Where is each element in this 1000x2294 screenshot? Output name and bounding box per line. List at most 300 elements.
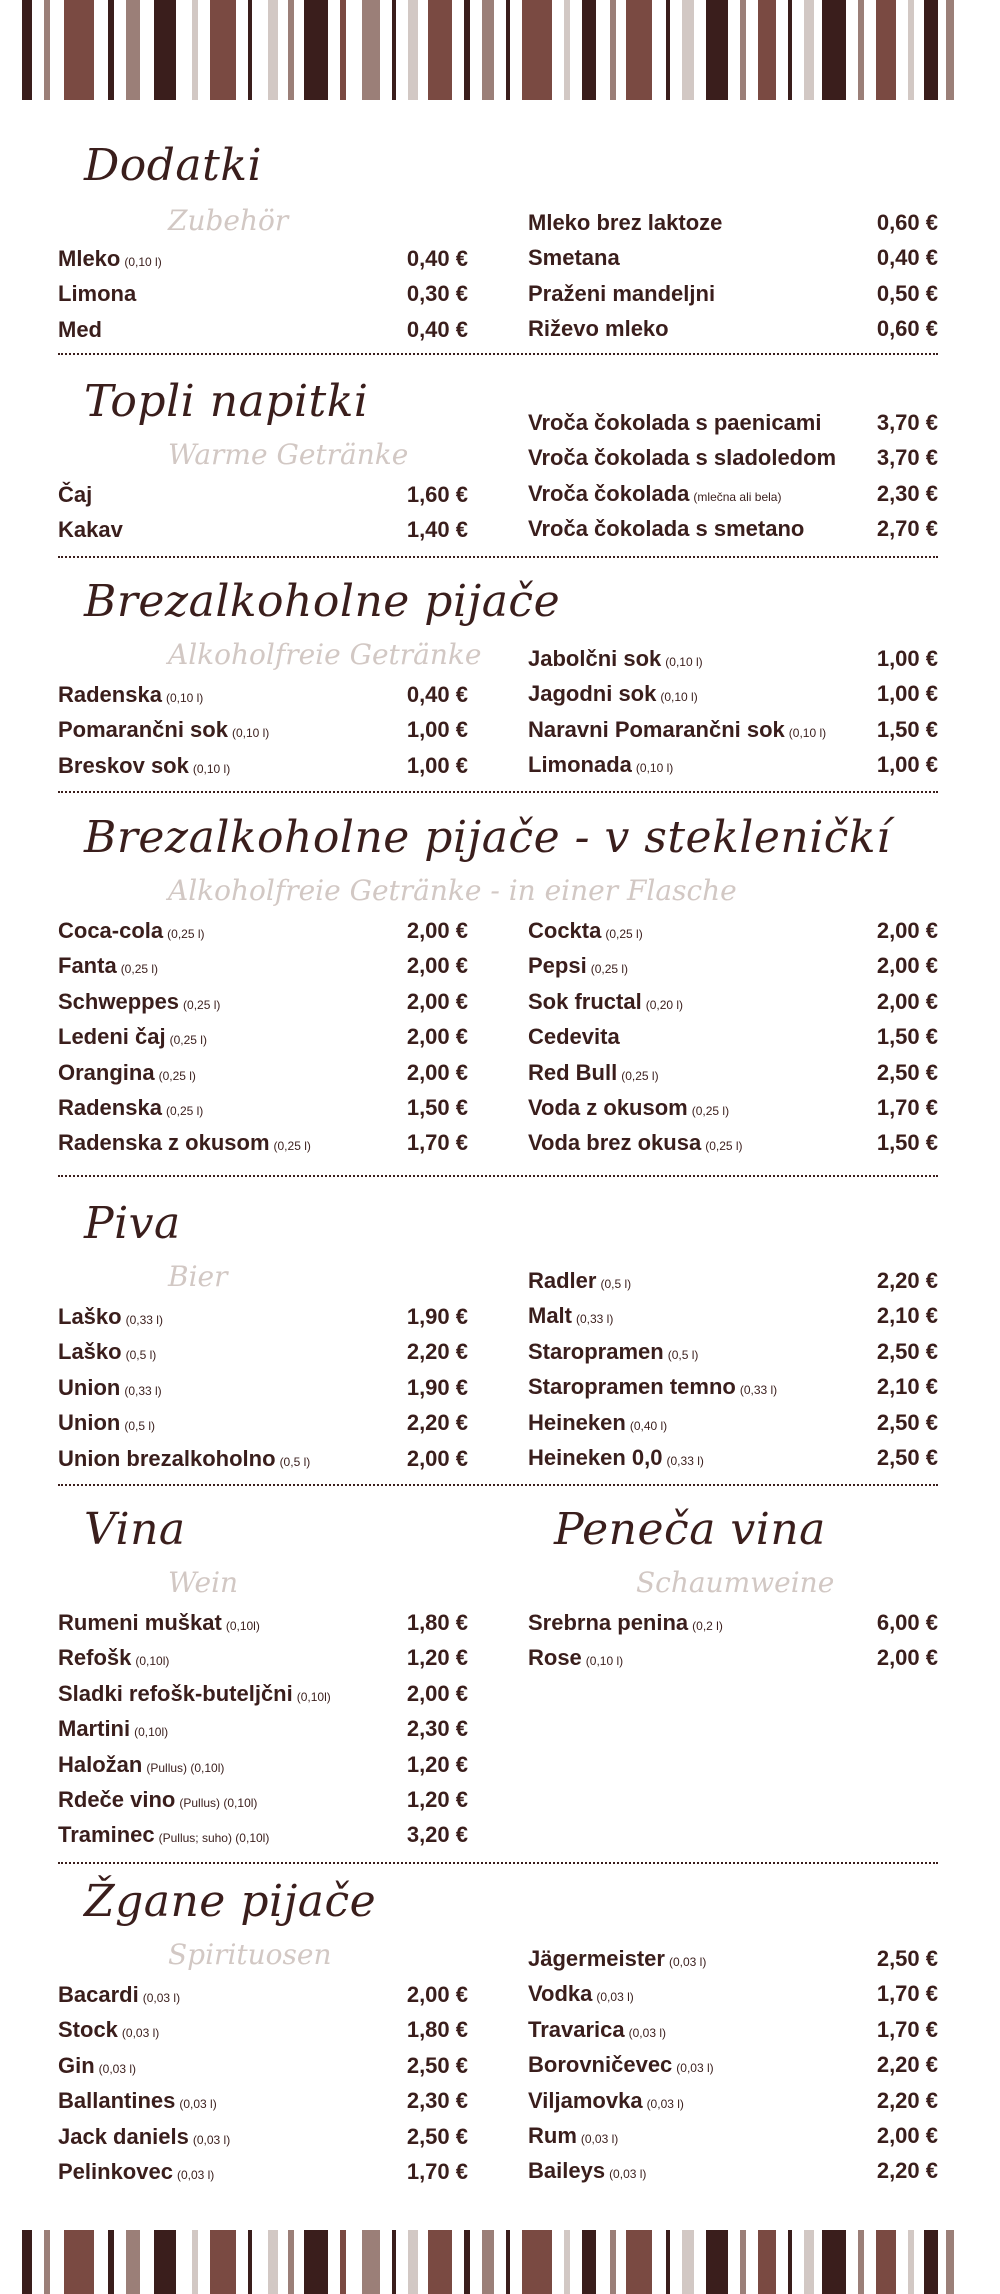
menu-item-name: Haložan [58,1751,143,1777]
menu-item-price: 1,50 € [876,1024,938,1050]
menu-item-volume: (0,10l) [296,1689,331,1704]
menu-item-name: Limonada [528,752,632,778]
menu-item-price: 2,30 € [406,1716,468,1742]
menu-item-price: 2,20 € [876,1268,938,1293]
menu-item-price: 2,70 € [876,516,938,542]
menu-item-name: Voda brez okusa [528,1130,702,1156]
section-subtitle: Wein [168,1566,239,1599]
section-topli-napitki [58,376,938,566]
menu-item-volume: (0,20 l) [645,997,684,1012]
menu-item-volume: (0,5 l) [124,1419,156,1434]
stripe [682,2230,694,2294]
menu-item-price: 3,70 € [876,410,938,435]
menu-item-name: Sladki refošk-buteljčni [58,1680,293,1706]
menu-item-name: Jack daniels [58,2123,189,2149]
menu-item-price: 2,50 € [876,1338,938,1364]
menu-item [58,678,468,712]
section-subtitle-penina: Schaumweine [636,1566,835,1599]
section-steklenicki [58,812,938,1182]
stripe [464,0,470,100]
menu-item [528,1406,938,1440]
stripe [876,2230,896,2294]
stripe [804,2230,814,2294]
menu-item [528,748,938,782]
menu-item-price: 2,10 € [876,1374,938,1400]
stripe [268,2230,278,2294]
menu-item [528,277,938,311]
menu-item-price: 0,40 € [876,245,938,271]
menu-item-volume: (0,03 l) [628,2025,666,2040]
stripe [626,2230,652,2294]
menu-item [58,1783,468,1817]
menu-item-name: Gin [58,2052,95,2078]
menu-item-name: Ledeni čaj [58,1024,166,1050]
stripe [288,0,294,100]
stripe [210,2230,236,2294]
menu-item-price: 0,30 € [406,281,468,307]
menu-item [528,1370,938,1404]
menu-item [58,914,468,948]
section-brezalkoholne [58,576,938,796]
menu-item-name: Heineken [528,1409,626,1435]
stripe [506,2230,510,2294]
stripe [248,0,252,100]
menu-item [58,949,468,983]
menu-item-name: Fanta [58,953,117,979]
menu-item [528,642,938,676]
menu-item-volume: (0,10l) [225,1619,260,1633]
menu-item-name: Voda z okusom [528,1095,688,1120]
menu-item-name: Malt [528,1303,572,1329]
menu-item [58,1406,468,1440]
menu-item [528,2048,938,2082]
menu-item-price: 1,80 € [406,1610,468,1635]
menu-item-price: 0,50 € [876,280,938,306]
menu-item [528,1264,938,1298]
menu-item-name: Staropramen [528,1338,664,1364]
menu-item [528,206,938,240]
menu-item-price: 1,70 € [876,1095,938,1120]
stripe [522,0,552,100]
menu-item-name: Praženi mandeljni [528,280,716,306]
bottom-stripe-border [22,2230,958,2294]
menu-item [58,1300,468,1334]
menu-item-volume: (Pullus; suho) (0,10l) [158,1831,270,1846]
menu-item [58,1126,468,1160]
menu-item [528,2084,938,2118]
menu-item-name: Rose [528,1645,582,1671]
stripe [304,0,328,100]
stripe [682,0,694,100]
menu-item-volume: (0,03 l) [646,2096,684,2111]
menu-item-price: 1,00 € [406,717,468,743]
menu-item-volume: (0,03 l) [192,2132,231,2147]
menu-item-volume: (0,10 l) [165,691,204,705]
menu-item-name: Riževo mleko [528,316,669,342]
stripe [464,2230,470,2294]
menu-item-price: 2,30 € [876,480,938,506]
stripe [304,2230,328,2294]
stripe [582,0,596,100]
stripe [610,0,616,100]
menu-item-price: 0,60 € [876,316,938,342]
menu-item-name: Pomarančni sok [58,717,228,743]
menu-item-name: Mleko [58,246,121,271]
menu-item [528,1441,938,1475]
menu-item-name: Stock [58,2017,118,2043]
stripe [626,0,652,100]
menu-item-name: Borovničevec [528,2052,673,2078]
stripe [126,0,140,100]
stripe [340,0,346,100]
menu-item [58,1677,468,1711]
menu-item-price: 1,70 € [406,2159,468,2184]
menu-item [528,985,938,1019]
menu-item-price: 1,50 € [406,1095,468,1120]
menu-item-volume: (Pullus) (0,10l) [146,1760,225,1775]
menu-item-price: 1,20 € [406,1787,468,1812]
menu-item-name: Radenska [58,1095,162,1120]
menu-item-price: 2,50 € [876,1946,938,1971]
stripe [788,0,792,100]
stripe [44,2230,50,2294]
menu-item-name: Srebrna penina [528,1610,689,1635]
menu-item-volume: (0,03 l) [98,2061,137,2076]
menu-item-volume: (0,33 l) [124,1383,162,1398]
menu-item [528,914,938,948]
menu-item-name: Travarica [528,2016,625,2042]
menu-item [58,985,468,1019]
stripe [154,2230,176,2294]
menu-item [58,513,468,547]
menu-item-volume: (0,03 l) [668,1955,707,1969]
stripe [408,2230,418,2294]
section-title: Vina [84,1504,186,1555]
menu-item-price: 2,00 € [406,918,468,943]
menu-item-volume: (0,5 l) [667,1347,699,1362]
menu-item-price: 0,40 € [406,316,468,342]
menu-item [58,1056,468,1090]
stripe [564,2230,570,2294]
menu-item [58,1606,468,1640]
stripe [758,2230,776,2294]
menu-item-name: Laško [58,1339,122,1365]
menu-item-volume: (0,25 l) [158,1068,196,1083]
menu-item-name: Heineken 0,0 [528,1445,663,1470]
section-piva [58,1198,938,1488]
menu-item-volume: (0,33 l) [125,1313,163,1327]
menu-item-volume: (0,10 l) [788,725,827,740]
menu-item [528,2154,938,2188]
menu-item-name: Jägermeister [528,1946,665,1971]
stripe [362,0,380,100]
menu-item-name: Laško [58,1304,122,1329]
menu-item-name: Union [58,1374,121,1400]
menu-item [528,241,938,275]
menu-item-name: Naravni Pomarančni sok [528,716,785,742]
section-title-penina: Peneča vina [554,1504,826,1555]
menu-item-price: 2,50 € [406,2052,468,2078]
menu-item-price: 2,30 € [406,2088,468,2114]
section-subtitle: Alkoholfreie Getränke - in einer Flasche [168,874,737,907]
stripe [946,2230,954,2294]
menu-item-name: Vroča čokolada s paenicami [528,410,822,435]
menu-item [58,1712,468,1746]
menu-item-price: 2,00 € [406,1982,468,2007]
menu-item [528,677,938,711]
menu-item-volume: (0,25 l) [165,1104,204,1118]
menu-item-volume: (0,03 l) [176,2168,215,2182]
menu-item-volume: (0,25 l) [169,1033,207,1048]
stripe [924,2230,938,2294]
menu-item-name: Smetana [528,245,620,271]
menu-item-price: 2,50 € [876,1059,938,1085]
stripe [740,0,746,100]
stripe [44,0,50,100]
menu-item-volume: (Pullus) (0,10l) [179,1796,258,1810]
stripe [822,0,846,100]
menu-item [528,312,938,346]
menu-item-volume: (0,10 l) [124,255,162,269]
menu-item [528,406,938,440]
stripe [908,0,914,100]
menu-item-price: 1,50 € [876,1130,938,1156]
menu-item [58,2120,468,2154]
menu-item-price: 2,20 € [406,1339,468,1365]
menu-item-name: Refošk [58,1645,132,1671]
menu-item [58,313,468,347]
menu-item-volume: (0,10l) [135,1654,170,1669]
menu-item-name: Rum [528,2123,577,2148]
menu-item-price: 2,10 € [876,1303,938,1329]
menu-item-name: Vroča čokolada s smetano [528,516,805,542]
menu-item [528,713,938,747]
stripe [248,2230,252,2294]
menu-item-volume: (0,25 l) [120,962,159,977]
menu-item-price: 1,80 € [406,2017,468,2043]
menu-item-name: Staropramen temno [528,1374,736,1400]
menu-item-volume: (0,25 l) [691,1104,730,1118]
stripe [154,0,176,100]
menu-item-volume: (0,25 l) [590,962,629,977]
menu-item-name: Baileys [528,2158,606,2184]
menu-item-price: 2,20 € [406,1410,468,1436]
menu-item [58,713,468,747]
menu-item-volume: (0,03 l) [142,1991,181,2005]
menu-item [528,1606,938,1640]
stripe [428,2230,452,2294]
stripe [758,0,776,100]
menu-item-volume: (0,03 l) [179,2097,217,2112]
menu-item-name: Čaj [58,482,93,507]
stripe [788,2230,792,2294]
stripe [64,0,94,100]
menu-item [58,2084,468,2118]
menu-item-price: 2,20 € [876,2052,938,2078]
menu-item [528,949,938,983]
stripe [64,2230,94,2294]
menu-item-volume: (0,5 l) [279,1454,311,1469]
menu-item-name: Union [58,1410,121,1436]
stripe [22,2230,32,2294]
menu-item [528,2013,938,2047]
menu-item-volume: (0,03 l) [609,2167,647,2182]
menu-item-price: 1,00 € [876,752,938,778]
menu-item [58,478,468,512]
stripe [210,0,236,100]
menu-item-name: Vroča čokolada [528,480,690,506]
section-divider [58,791,938,793]
menu-item-name: Schweppes [58,988,180,1014]
menu-item-volume: (0,25 l) [621,1068,659,1083]
stripe [340,2230,346,2294]
menu-item-price: 2,00 € [406,988,468,1014]
menu-item-name: Radler [528,1268,597,1293]
menu-item-name: Martini [58,1716,131,1742]
menu-item-name: Vroča čokolada s sladoledom [528,445,837,471]
menu-item-price: 1,00 € [406,752,468,778]
stripe [392,2230,396,2294]
menu-item-volume: (0,33 l) [666,1454,704,1468]
stripe [582,2230,596,2294]
menu-item-price: 1,70 € [876,1981,938,2007]
menu-item-price: 2,00 € [876,953,938,979]
stripe [564,0,570,100]
menu-item-name: Vodka [528,1981,593,2007]
menu-item-name: Orangina [58,1059,155,1085]
section-title: Žgane pijače [84,1876,377,1927]
stripe [946,0,954,100]
menu-item [58,1641,468,1675]
section-dodatki [58,140,938,360]
stripe [192,2230,198,2294]
menu-item-price: 2,50 € [876,1445,938,1470]
stripe [108,2230,114,2294]
stripe [268,0,278,100]
stripe [22,0,32,100]
stripe [428,0,452,100]
section-title: Dodatki [84,140,263,191]
menu-item [528,441,938,475]
menu-item-price: 2,50 € [406,2123,468,2149]
menu-item-volume: (0,25 l) [705,1139,743,1154]
menu-item-price: 6,00 € [876,1610,938,1635]
menu-item-volume: (0,10l) [134,1725,169,1740]
menu-item-price: 2,00 € [876,988,938,1014]
menu-item-price: 1,90 € [406,1304,468,1329]
menu-item-volume: (0,03 l) [580,2132,619,2146]
stripe [522,2230,552,2294]
section-subtitle: Warme Getränke [168,438,409,471]
section-divider [58,1484,938,1486]
menu-item-price: 0,40 € [406,682,468,707]
stripe [858,2230,864,2294]
menu-item [528,1335,938,1369]
menu-item-name: Pepsi [528,953,587,979]
menu-item-name: Cockta [528,918,602,943]
menu-item-name: Rdeče vino [58,1787,176,1812]
menu-item-price: 2,50 € [876,1409,938,1435]
menu-item [528,1942,938,1976]
menu-item-price: 1,00 € [876,646,938,671]
menu-item-price: 1,20 € [406,1645,468,1671]
menu-item-volume: (mlečna ali bela) [693,489,782,504]
menu-item-volume: (0,25 l) [167,927,205,941]
menu-item-name: Mleko brez laktoze [528,210,723,235]
menu-item [528,1126,938,1160]
section-subtitle: Alkoholfreie Getränke [168,638,482,671]
menu-item-price: 3,20 € [406,1822,468,1848]
menu-item-volume: (0,33 l) [739,1383,778,1398]
stripe [858,0,864,100]
menu-item [528,1020,938,1054]
menu-item-price: 1,70 € [406,1130,468,1156]
stripe [822,2230,846,2294]
menu-item-name: Radenska [58,682,162,707]
menu-item-volume: (0,10 l) [635,761,674,776]
menu-item-name: Pelinkovec [58,2159,173,2184]
menu-item-name: Med [58,316,102,342]
menu-item-price: 0,60 € [876,210,938,235]
menu-item-volume: (0,10 l) [585,1654,624,1669]
menu-item-name: Radenska z okusom [58,1130,270,1156]
section-divider [58,1175,938,1177]
stripe [924,0,938,100]
section-title: Piva [84,1198,181,1249]
stripe [666,2230,670,2294]
menu-item-volume: (0,33 l) [576,1312,614,1327]
menu-item-name: Jabolčni sok [528,646,662,671]
menu-item [58,1020,468,1054]
menu-item-name: Kakav [58,517,123,543]
menu-item [58,1335,468,1369]
section-subtitle: Spirituosen [168,1938,332,1971]
menu-item [58,277,468,311]
menu-item-name: Sok fructal [528,988,642,1014]
menu-item-price: 2,00 € [406,953,468,979]
menu-item-name: Red Bull [528,1059,618,1085]
stripe [392,0,396,100]
menu-item [58,1091,468,1125]
menu-item-name: Ballantines [58,2088,176,2114]
menu-item [528,512,938,546]
menu-item [58,1978,468,2012]
menu-item-price: 2,00 € [406,1680,468,1706]
stripe [482,2230,494,2294]
menu-item-price: 1,40 € [406,517,468,543]
menu-item-volume: (0,25 l) [183,997,221,1012]
section-subtitle: Bier [168,1260,228,1293]
menu-item-volume: (0,25 l) [273,1139,311,1154]
section-title: Brezalkoholne pijače [84,576,561,627]
menu-item [58,749,468,783]
menu-item-price: 1,00 € [876,681,938,707]
stripe [666,0,670,100]
menu-item [58,1748,468,1782]
menu-item [58,2013,468,2047]
menu-item [528,1091,938,1125]
menu-item-name: Coca-cola [58,918,164,943]
menu-item-name: Breskov sok [58,752,189,778]
menu-item [58,2155,468,2189]
menu-item-price: 3,70 € [876,445,938,471]
menu-item-volume: (0,40 l) [629,1418,668,1433]
stripe [126,2230,140,2294]
stripe [288,2230,294,2294]
stripe [706,2230,728,2294]
menu-item-volume: (0,2 l) [692,1619,723,1633]
menu-item-price: 1,70 € [876,2016,938,2042]
